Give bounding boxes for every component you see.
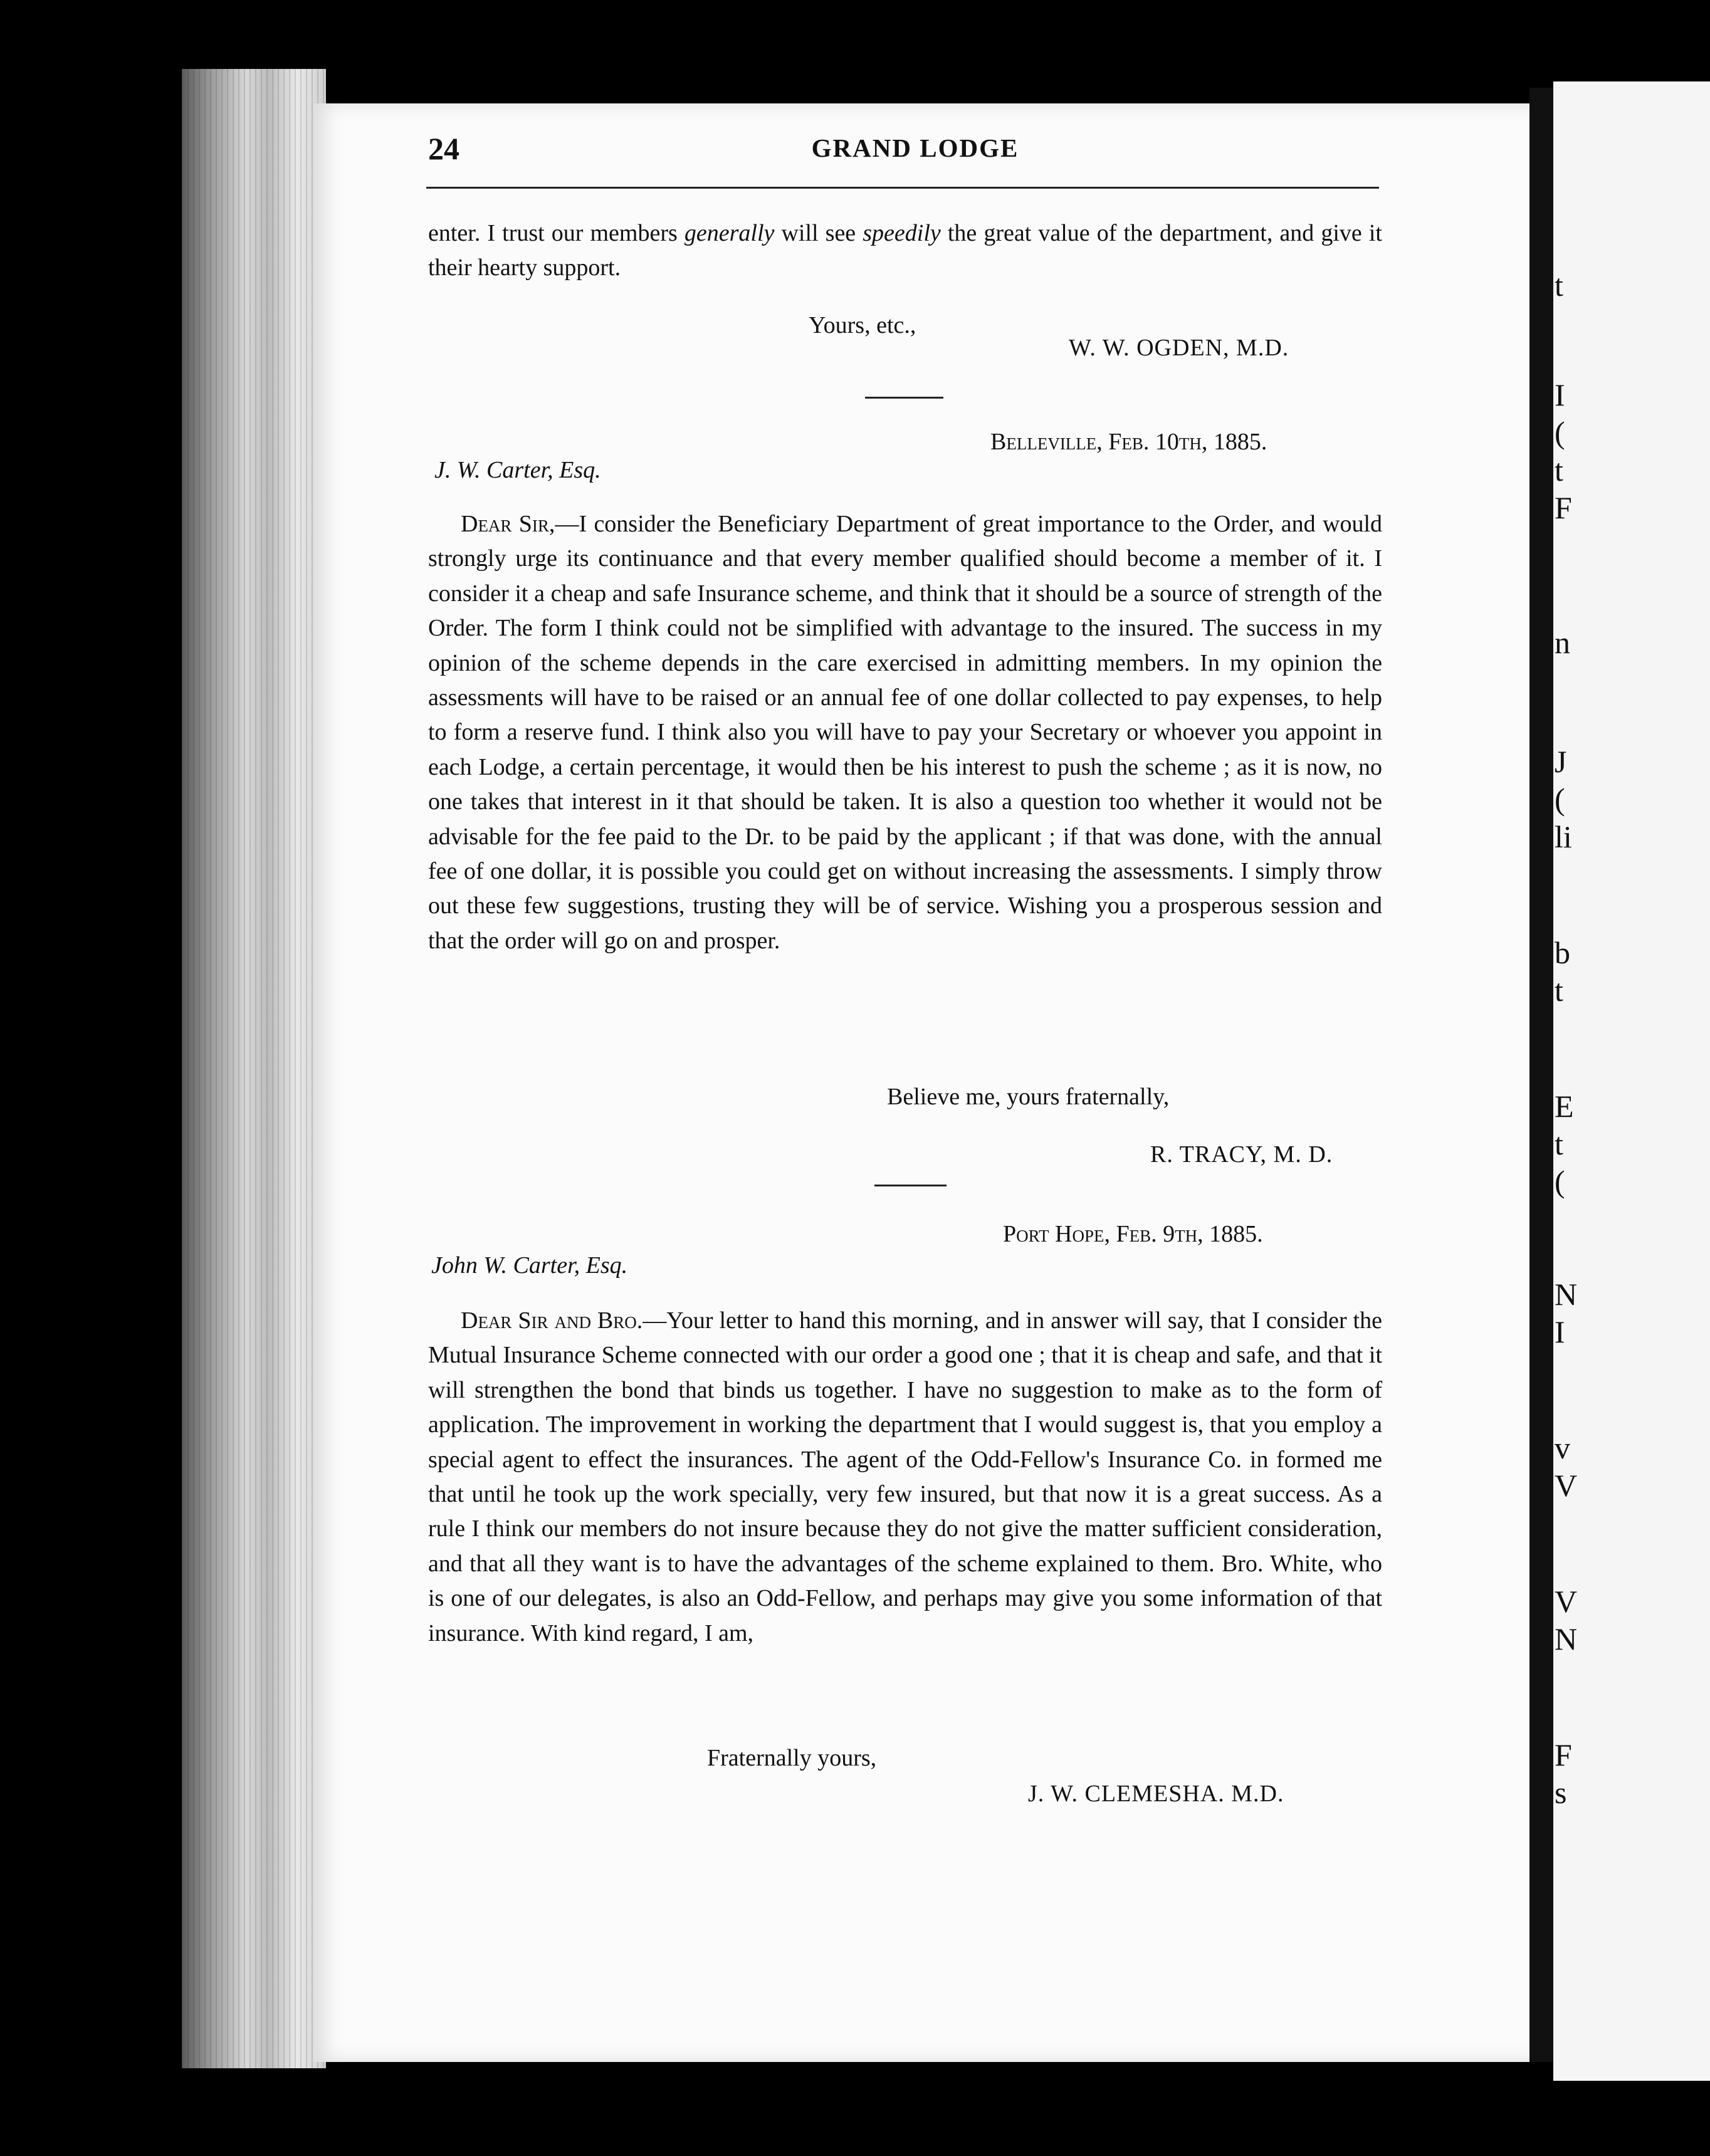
dateline: Belleville, Feb. 10th, 1885. xyxy=(990,429,1267,455)
signature: W. W. OGDEN, M.D. xyxy=(1069,335,1289,361)
facing-fragment: t xyxy=(1555,1126,1563,1161)
facing-fragment: b xyxy=(1555,935,1570,970)
continuation-text: enter. I trust our members xyxy=(428,220,685,246)
facing-fragment: t xyxy=(1555,268,1563,303)
facing-fragment: N xyxy=(1555,1621,1578,1656)
continuation-paragraph xyxy=(428,216,1382,286)
facing-fragment: li xyxy=(1555,819,1572,854)
letter-separator xyxy=(874,1185,947,1186)
facing-fragment: ( xyxy=(1555,415,1565,450)
book-page-edges xyxy=(182,69,326,2068)
letter-body xyxy=(428,507,1382,958)
page-number: 24 xyxy=(428,131,459,166)
addressee: John W. Carter, Esq. xyxy=(431,1252,628,1279)
header-rule xyxy=(426,187,1379,189)
signature: R. TRACY, M. D. xyxy=(1150,1141,1333,1168)
letter-separator xyxy=(865,397,943,399)
facing-fragment: V xyxy=(1555,1468,1578,1503)
facing-fragment: N xyxy=(1555,1277,1578,1312)
facing-fragment: F xyxy=(1555,490,1572,525)
facing-fragment: t xyxy=(1555,973,1563,1008)
letter-text: —I consider the Beneficiary Department of great importance to the Order, and would strongly urge its continuance and that every member qualified should become a member of it. I consider it a cheap and safe Insurance scheme, and think that it should be a source of strength of the Order. The form I think could not be simplified with advantage to the insured. The success in my opinion of the scheme depends in the care exercised in admitting members. In my opinion the assessments will have to be raised or an annual fee of one dollar collected to pay expenses, to help to form a reserve fund. I think also you will have to pay your Secretary or whoever you appoint in each Lodge, a certain percentage, it would then be his interest to push the scheme ; as it is now, no one takes that interest in it that should be taken. It is also a question too whether it would not be advisable for the fee paid to the Dr. to be paid by the applicant ; if that was done, with the annual fee of one dollar, it is possible you could get on without increasing the assessments. I simply throw out these few suggestions, trusting they will be of service. Wishing you a prosperous session and that the order will go on and prosper. xyxy=(428,511,1383,954)
facing-fragment: s xyxy=(1555,1775,1567,1810)
running-title: GRAND LODGE xyxy=(811,133,1019,162)
signature: J. W. CLEMESHA. M.D. xyxy=(1028,1781,1284,1807)
valediction: Fraternally yours, xyxy=(707,1745,877,1771)
continuation-text: the great value of the department, and give it their hearty support. xyxy=(428,220,1382,281)
addressee: J. W. Carter, Esq. xyxy=(434,457,601,483)
facing-fragment: J xyxy=(1555,744,1567,779)
facing-fragment: I xyxy=(1555,1314,1565,1349)
valediction: Believe me, yours fraternally, xyxy=(887,1084,1170,1110)
valediction: Yours, etc., xyxy=(809,312,916,338)
emphasis-word: generally xyxy=(684,220,775,246)
continuation-text: will see xyxy=(774,220,863,246)
facing-fragment: I xyxy=(1555,377,1565,412)
facing-fragment: n xyxy=(1555,625,1570,660)
facing-fragment: ( xyxy=(1555,782,1565,817)
salutation: Dear Sir, xyxy=(461,511,555,537)
facing-fragment: E xyxy=(1555,1089,1574,1124)
facing-fragment: t xyxy=(1555,453,1563,488)
emphasis-word: speedily xyxy=(863,220,941,246)
facing-fragment: F xyxy=(1555,1737,1572,1772)
book-gutter xyxy=(1529,88,1555,2062)
letter-body xyxy=(428,1304,1382,1651)
facing-fragment: V xyxy=(1555,1584,1578,1619)
dateline: Port Hope, Feb. 9th, 1885. xyxy=(1003,1221,1263,1247)
salutation: Dear Sir and Bro. xyxy=(461,1307,643,1334)
facing-fragment: v xyxy=(1555,1430,1570,1465)
facing-page xyxy=(1553,81,1710,2081)
letter-text: —Your letter to hand this morning, and in answer will say, that I consider the Mutual Insurance Scheme connected with our order a good one ; that it is cheap and safe, and that it will strengthen the bond that binds us together. I have no suggestion to make as to the form of application. The improvement in working the department that I would suggest is, that you employ a special agent to effect the insurances. The agent of the Odd-Fellow's Insurance Co. in formed me that until he took up the work specially, very few insured, but that now it is a great success. As a rule I think our members do not insure because they do not give the matter sufficient consideration, and that all they want is to have the advantages of the scheme explained to them. Bro. White, who is one of our delegates, is also an Odd-Fellow, and perhaps may give you some information of that insurance. With kind regard, I am, xyxy=(428,1307,1382,1646)
facing-fragment: ( xyxy=(1555,1164,1565,1199)
